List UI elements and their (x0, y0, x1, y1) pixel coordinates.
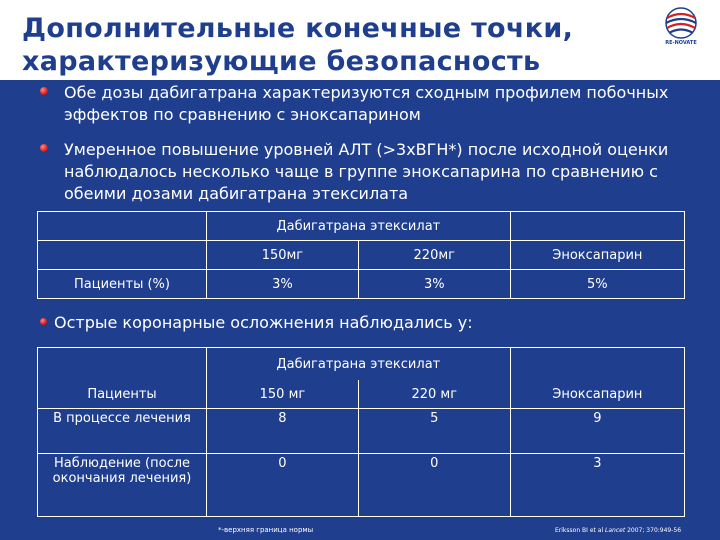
column-header: 150мг (207, 241, 359, 270)
title-line-2: характеризующие безопасность (22, 46, 541, 77)
citation (555, 527, 681, 534)
red-bullet-icon (40, 144, 48, 152)
bullet-text: Умеренное повышение уровней АЛТ (>3хВГН*) после исходной оценки наблюдалось несколько чаще в группе эноксапарина по сравнению с обеими дозами дабигатрана этексилата (64, 140, 669, 203)
table-cell: 0 (358, 454, 510, 517)
column-header: 150 мг (207, 380, 359, 409)
citation-journal: Lancet (605, 527, 626, 534)
citation-details: 2007; 370:949-56 (625, 527, 682, 534)
table-cell: 9 (510, 409, 684, 454)
table-cell: 5% (510, 270, 684, 299)
group-header: Дабигатрана этексилат (207, 212, 511, 241)
table-empty-cell (38, 241, 207, 270)
table-cell: 3% (358, 270, 510, 299)
bullet-list (40, 82, 690, 218)
table-cell: 5 (358, 409, 510, 454)
footnote: *-верхняя граница нормы (218, 526, 314, 534)
title-line-1: Дополнительные конечные точки, (22, 13, 574, 44)
table-empty-cell (510, 212, 684, 241)
row-label: Пациенты (%) (38, 270, 207, 299)
column-header: 220мг (358, 241, 510, 270)
column-header: Эноксапарин (510, 380, 684, 409)
logo-text: RE-NOVATE (665, 40, 697, 46)
citation-authors: Eriksson BI et al (555, 527, 606, 534)
table-cell: 0 (207, 454, 359, 517)
column-header: Эноксапарин (510, 241, 684, 270)
header-bar (0, 0, 720, 80)
red-bullet-icon (40, 318, 47, 325)
table-cell: 8 (207, 409, 359, 454)
row-label: Наблюдение (после окончания лечения) (38, 454, 207, 517)
coronary-events-table (37, 347, 685, 517)
renovate-logo (650, 6, 712, 76)
bullet-text: Обе дозы дабигатрана характеризуются сходным профилем побочных эффектов по сравнению с эноксапарином (64, 83, 669, 124)
bullet-item (40, 82, 690, 126)
column-header: Пациенты (38, 380, 207, 409)
table-empty-cell (38, 348, 207, 381)
group-header: Дабигатрана этексилат (207, 348, 511, 381)
page-title (22, 12, 632, 78)
bullet-text: Острые коронарные осложнения наблюдались у: (54, 313, 473, 332)
safety-table (37, 211, 685, 299)
table-empty-cell (38, 212, 207, 241)
bullet-item (40, 313, 694, 333)
red-bullet-icon (40, 87, 48, 95)
globe-logo-icon (650, 6, 712, 40)
bullet-item (40, 139, 690, 205)
row-label: В процессе лечения (38, 409, 207, 454)
table-cell: 3% (207, 270, 359, 299)
table-cell: 3 (510, 454, 684, 517)
table-empty-cell (510, 348, 684, 381)
column-header: 220 мг (358, 380, 510, 409)
